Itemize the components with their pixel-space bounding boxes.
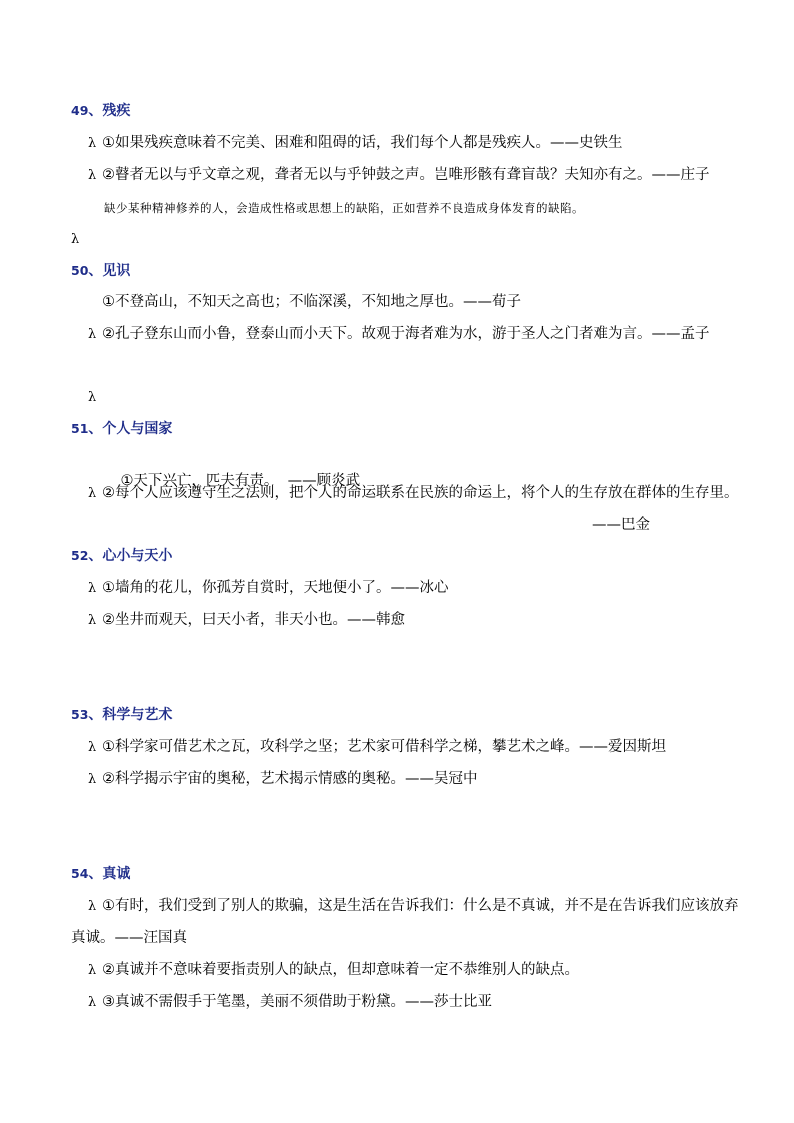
- quote-line: [88, 324, 710, 345]
- quote-text: ②坐井而观天，曰天小者，非天小也。——韩愈: [102, 612, 405, 628]
- quote-text: ①有时，我们受到了别人的欺骗，这是生活在告诉我们：什么是不真诚，并不是在告诉我们应该放弃: [102, 898, 739, 914]
- quote-line: [88, 769, 478, 790]
- section-title: 真诚: [102, 866, 131, 882]
- quote-text: ②科学揭示宇宙的奥秘，艺术揭示情感的奥秘。——吴冠中: [102, 771, 478, 787]
- quote-author: ——巴金: [592, 517, 650, 533]
- bullet-icon: λ: [88, 327, 97, 342]
- quote-line: [88, 960, 579, 981]
- section-title: 残疾: [102, 103, 131, 119]
- quote-line: [88, 737, 666, 758]
- quote-text: ①科学家可借艺术之瓦，攻科学之坚；艺术家可借科学之梯，攀艺术之峰。——爱因斯坦: [102, 739, 666, 755]
- heading-separator: 、: [88, 866, 103, 882]
- heading-separator: 、: [88, 263, 103, 279]
- section-number: 51: [71, 421, 89, 436]
- section-heading-53: [71, 705, 172, 725]
- heading-separator: 、: [88, 421, 103, 437]
- bullet-icon: λ: [88, 899, 97, 914]
- section-heading-54: [71, 864, 130, 884]
- heading-separator: 、: [88, 548, 103, 564]
- section-heading-51: [71, 419, 172, 439]
- section-heading-52: [71, 546, 172, 566]
- bullet-icon: λ: [88, 740, 97, 755]
- section-heading-50: [71, 261, 130, 281]
- section-number: 52: [71, 548, 89, 563]
- bullet-icon: λ: [88, 995, 97, 1010]
- quote-continuation: 真诚。——汪国真: [71, 930, 187, 946]
- section-number: 53: [71, 707, 89, 722]
- bullet-icon: λ: [88, 486, 97, 501]
- section-number: 50: [71, 263, 89, 278]
- section-title: 心小与天小: [102, 548, 173, 564]
- quote-line: [88, 896, 739, 917]
- quote-line: [102, 292, 521, 312]
- quote-line: [88, 578, 449, 599]
- section-title: 科学与艺术: [102, 707, 173, 723]
- section-title: 个人与国家: [102, 421, 173, 437]
- section-number: 54: [71, 866, 89, 881]
- quote-text: ①天下兴亡，匹夫有责。 ——顾炎武: [120, 473, 361, 489]
- quote-line: [88, 133, 623, 154]
- section-title: 见识: [102, 263, 131, 279]
- bullet-icon: λ: [88, 136, 97, 151]
- quote-text: ①不登高山，不知天之高也；不临深溪，不知地之厚也。——荀子: [102, 294, 521, 310]
- section-number: 49: [71, 103, 89, 118]
- quote-text: ①如果残疾意味着不完美、困难和阻碍的话，我们每个人都是残疾人。——史铁生: [102, 135, 623, 151]
- section-heading-49: [71, 101, 130, 121]
- quote-text: ②孔子登东山而小鲁，登泰山而小天下。故观于海者难为水，游于圣人之门者难为言。——孟子: [102, 326, 710, 342]
- bullet-icon: λ: [88, 390, 97, 405]
- bullet-icon: λ: [88, 772, 97, 787]
- bullet-icon: λ: [88, 168, 97, 183]
- quote-line: [88, 483, 739, 504]
- empty-bullet-line: [88, 387, 102, 408]
- quote-text: ①墙角的花儿，你孤芳自赏时，天地便小了。——冰心: [102, 580, 449, 596]
- quote-text: ②瞽者无以与乎文章之观，聋者无以与乎钟鼓之声。岂唯形骸有聋盲哉？夫知亦有之。——庄子: [102, 167, 710, 183]
- bullet-icon: λ: [88, 613, 97, 628]
- note-line: 缺少某种精神修养的人，会造成性格或思想上的缺陷，正如营养不良造成身体发育的缺陷。: [104, 201, 584, 215]
- quote-text: ②真诚并不意味着要指责别人的缺点，但却意味着一定不恭维别人的缺点。: [102, 962, 579, 978]
- bullet-icon: λ: [71, 232, 80, 247]
- empty-bullet-line: [71, 229, 85, 250]
- quote-text: ③真诚不需假手于笔墨，美丽不须借助于粉黛。——莎士比亚: [102, 994, 492, 1010]
- quote-line: [88, 610, 405, 631]
- bullet-icon: λ: [88, 581, 97, 596]
- bullet-icon: λ: [88, 963, 97, 978]
- quote-line: [88, 992, 492, 1013]
- quote-text: ②每个人应该遵守生之法则，把个人的命运联系在民族的命运上，将个人的生存放在群体的生存里。: [102, 485, 739, 501]
- heading-separator: 、: [88, 707, 103, 723]
- heading-separator: 、: [88, 103, 103, 119]
- quote-line: [88, 165, 710, 186]
